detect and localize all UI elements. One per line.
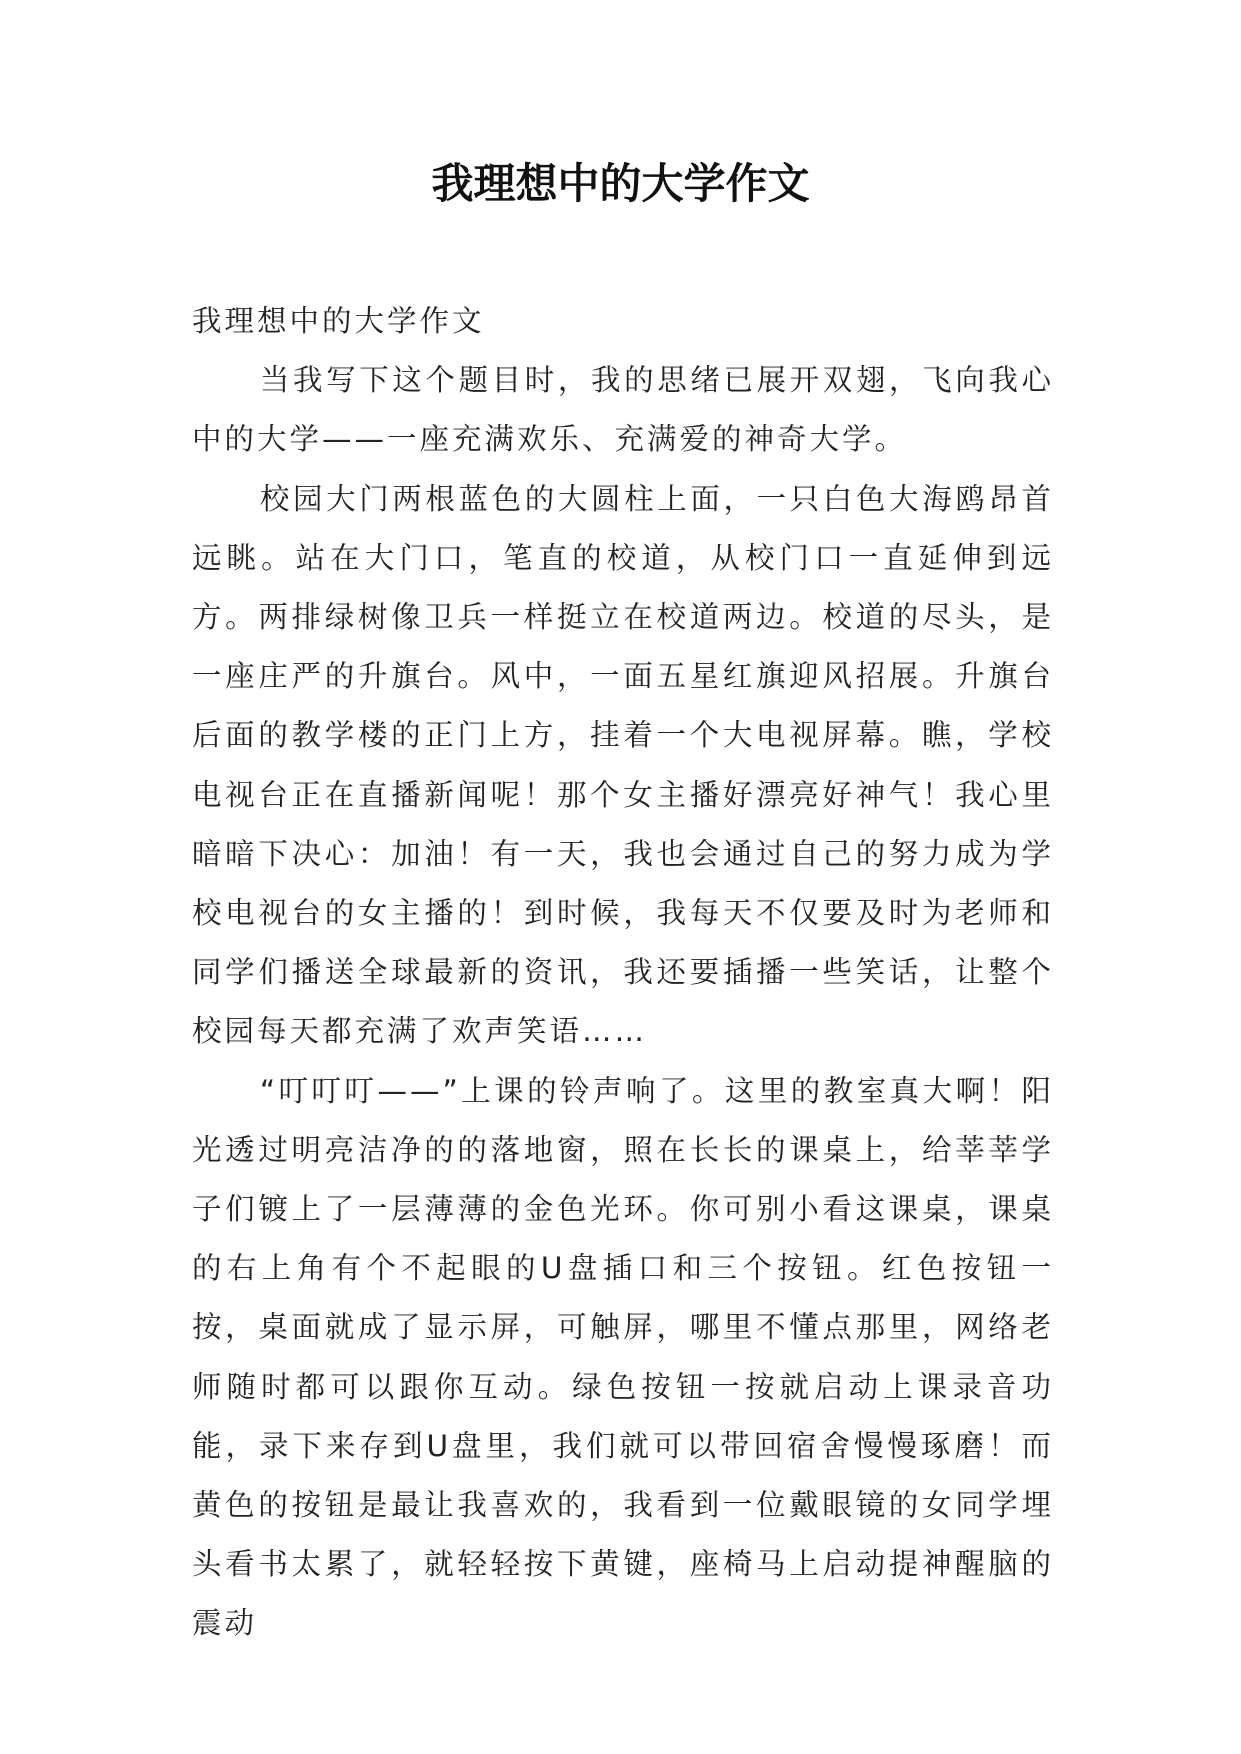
document-title: 我理想中的大学作文 (431, 159, 810, 208)
paragraph: 校园大门两根蓝色的大圆柱上面，一只白色大海鸥昂首远眺。站在大门口，笔直的校道，从校门口一直延伸到远方。两排绿树像卫兵一样挺立在校道两边。校道的尽头，是一座庄严的升旗台。风中，一面五星红旗迎风招展。升旗台后面的教学楼的正门上方，挂着一个大电视屏幕。瞧，学校电视台正在直播新闻呢！那个女主播好漂亮好神气！我心里暗暗下决心：加油！有一天，我也会通过自己的努力成为学校电视台的女主播的！到时候，我每天不仅要及时为老师和同学们播送全球最新的资讯，我还要插播一些笑话，让整个校园每天都充满了欢声笑语…… (192, 481, 1054, 1049)
document-body (192, 292, 1054, 1654)
paragraph: “叮叮叮——”上课的铃声响了。这里的教室真大啊！阳光透过明亮洁净的的落地窗，照在长长的课桌上，给莘莘学子们镀上了一层薄薄的金色光环。你可别小看这课桌，课桌的右上角有个不起眼的U盘插口和三个按钮。红色按钮一按，桌面就成了显示屏，可触屏，哪里不懂点那里，网络老师随时都可以跟你互动。绿色按钮一按就启动上课录音功能，录下来存到U盘里，我们就可以带回宿舍慢慢琢磨！而黄色的按钮是最让我喜欢的，我看到一位戴眼镜的女同学埋头看书太累了，就轻轻按下黄键，座椅马上启动提神醒脑的震动 (192, 1073, 1054, 1641)
paragraph: 当我写下这个题目时，我的思绪已展开双翅，飞向我心中的大学——一座充满欢乐、充满爱的神奇大学。 (192, 363, 1054, 457)
paragraph-heading: 我理想中的大学作文 (192, 304, 485, 338)
